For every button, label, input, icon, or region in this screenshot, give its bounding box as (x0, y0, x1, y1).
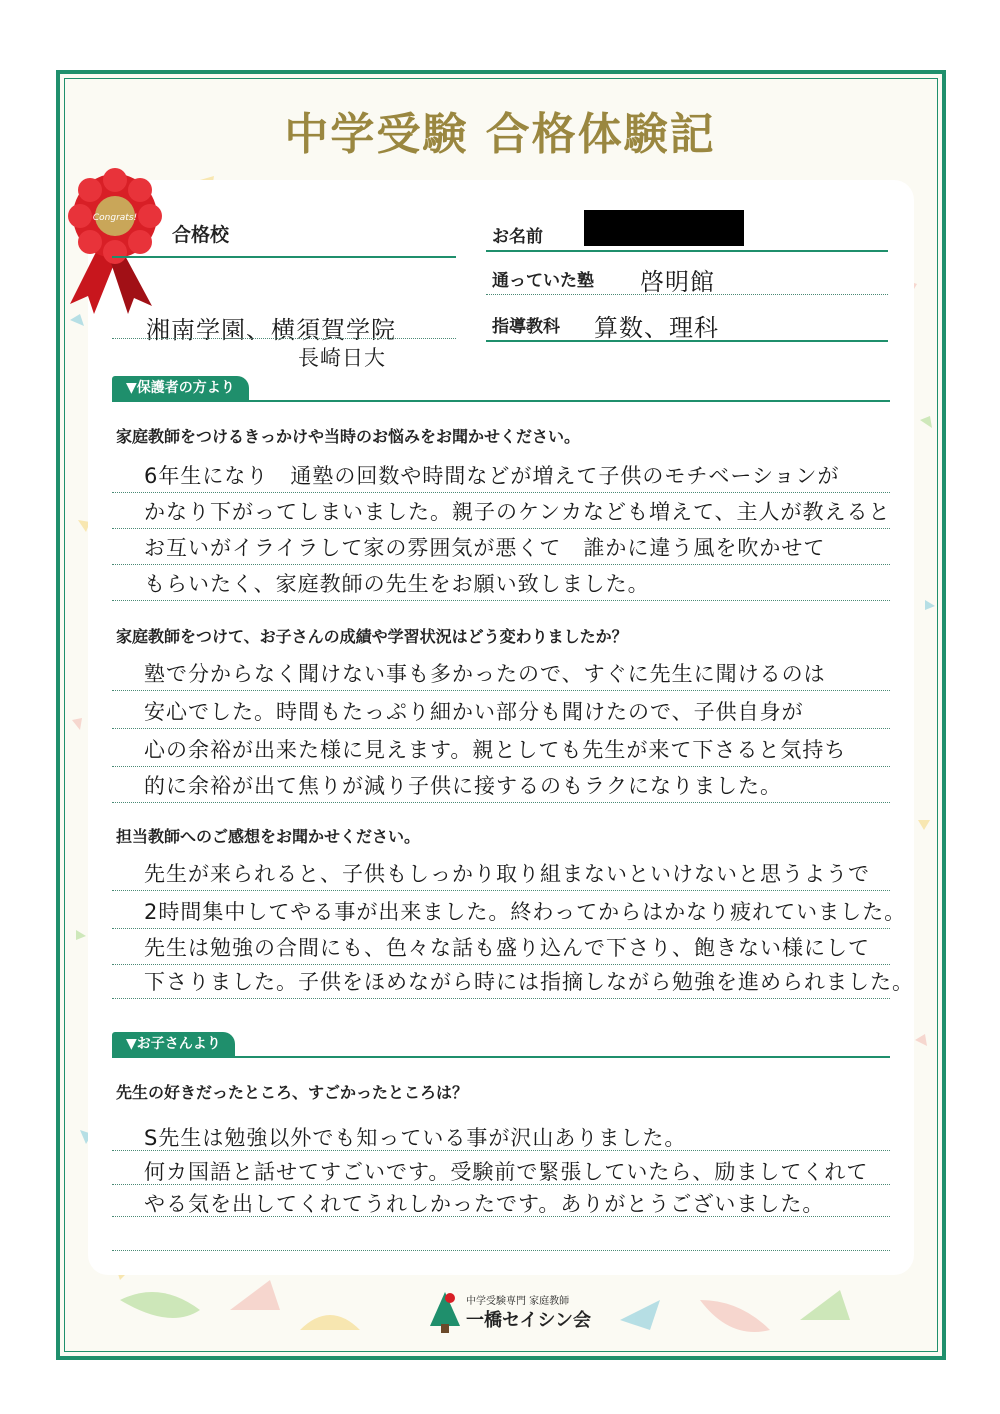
parent-answer-2-line-4: 的に余裕が出て焦りが減り子供に接するのもラクになりました。 (144, 774, 782, 798)
name-redacted (584, 210, 744, 246)
parent-answer-1-line-2: かなり下がってしまいました。親子のケンカなども増えて、主人が教えると (144, 500, 891, 524)
answer-line (112, 1184, 890, 1185)
logo-name: 一橋セイシン会 (466, 1310, 592, 1331)
company-logo (428, 1290, 598, 1340)
subject-underline (486, 340, 888, 342)
answer-line (112, 690, 890, 691)
answer-line (112, 600, 890, 601)
subject-label: 指導教科 (492, 317, 560, 337)
answer-line (112, 890, 890, 891)
school-underline (112, 256, 456, 258)
juku-dotted-line (486, 294, 888, 295)
school-value-line2: 長崎日大 (298, 346, 386, 370)
logo-subtitle: 中学受験専門 家庭教師 (466, 1296, 570, 1307)
school-label: 合格校 (172, 224, 230, 246)
answer-line (112, 998, 890, 999)
juku-label: 通っていた塾 (492, 271, 594, 291)
parent-answer-3-line-2: 2時間集中してやる事が出来ました。終わってからはかなり疲れていました。 (144, 900, 907, 924)
answer-line (112, 1250, 890, 1251)
juku-value: 啓明館 (640, 268, 715, 296)
parent-question-2: 家庭教師をつけて、お子さんの成績や学習状況はどう変わりましたか？ (116, 627, 628, 646)
answer-line (112, 964, 890, 965)
rosette-ribbon-icon (60, 164, 170, 314)
answer-line (112, 728, 890, 729)
child-answer-1-line-2: 何カ国語と話せてすごいです。受験前で緊張していたら、励ましてくれて (144, 1160, 869, 1184)
parent-answer-1-line-1: 6年生になり 通塾の回数や時間などが増えて子供のモチベーションが (144, 464, 840, 488)
parent-question-1: 家庭教師をつけるきっかけや当時のお悩みをお聞かせください。 (116, 427, 581, 446)
parent-answer-2-line-2: 安心でした。時間もたっぷり細かい部分も聞けたので、子供自身が (144, 700, 804, 724)
answer-line (112, 1150, 890, 1151)
school-value-line1: 湘南学園、横須賀学院 (146, 316, 396, 344)
parent-answer-2-line-1: 塾で分からなく聞けない事も多かったので、すぐに先生に聞けるのは (144, 662, 826, 686)
parent-answer-1-line-3: お互いがイライラして家の雰囲気が悪くて 誰かに違う風を吹かせて (144, 536, 826, 560)
parent-answer-3-line-1: 先生が来られると、子供もしっかり取り組まないといけないと思うようで (144, 862, 870, 886)
parent-section-tag: ▼保護者の方より (112, 376, 249, 400)
answer-line (112, 528, 890, 529)
answer-line (112, 564, 890, 565)
parent-answer-3-line-4: 下さりました。子供をほめながら時には指摘しながら勉強を進められました。 (144, 970, 914, 994)
parent-section-rule (112, 400, 890, 402)
parent-question-3: 担当教師へのご感想をお聞かせください。 (116, 827, 421, 846)
parent-answer-1-line-4: もらいたく、家庭教師の先生をお願い致しました。 (144, 572, 650, 596)
rosette-text: Congrats! (92, 213, 138, 223)
child-question-1: 先生の好きだったところ、すごかったところは？ (116, 1083, 469, 1102)
logo-tree-icon (428, 1290, 462, 1334)
answer-line (112, 766, 890, 767)
school-dotted-line (112, 338, 456, 339)
parent-answer-2-line-3: 心の余裕が出来た様に見えます。親としても先生が来て下さると気持ち (144, 738, 847, 762)
child-section-rule (112, 1056, 890, 1058)
page-title: 中学受験 合格体験記 (284, 109, 716, 160)
child-section-tag: ▼お子さんより (112, 1032, 235, 1056)
name-label: お名前 (492, 227, 543, 247)
subject-value: 算数、理科 (594, 314, 719, 342)
child-answer-1-line-1: S先生は勉強以外でも知っている事が沢山ありました。 (144, 1126, 687, 1150)
child-answer-1-line-3: やる気を出してくれてうれしかったです。ありがとうございました。 (144, 1192, 825, 1216)
name-underline (486, 250, 888, 252)
answer-line (112, 1216, 890, 1217)
answer-line (112, 492, 890, 493)
answer-line (112, 802, 890, 803)
answer-line (112, 928, 890, 929)
parent-answer-3-line-3: 先生は勉強の合間にも、色々な話も盛り込んで下さり、飽きない様にして (144, 936, 870, 960)
